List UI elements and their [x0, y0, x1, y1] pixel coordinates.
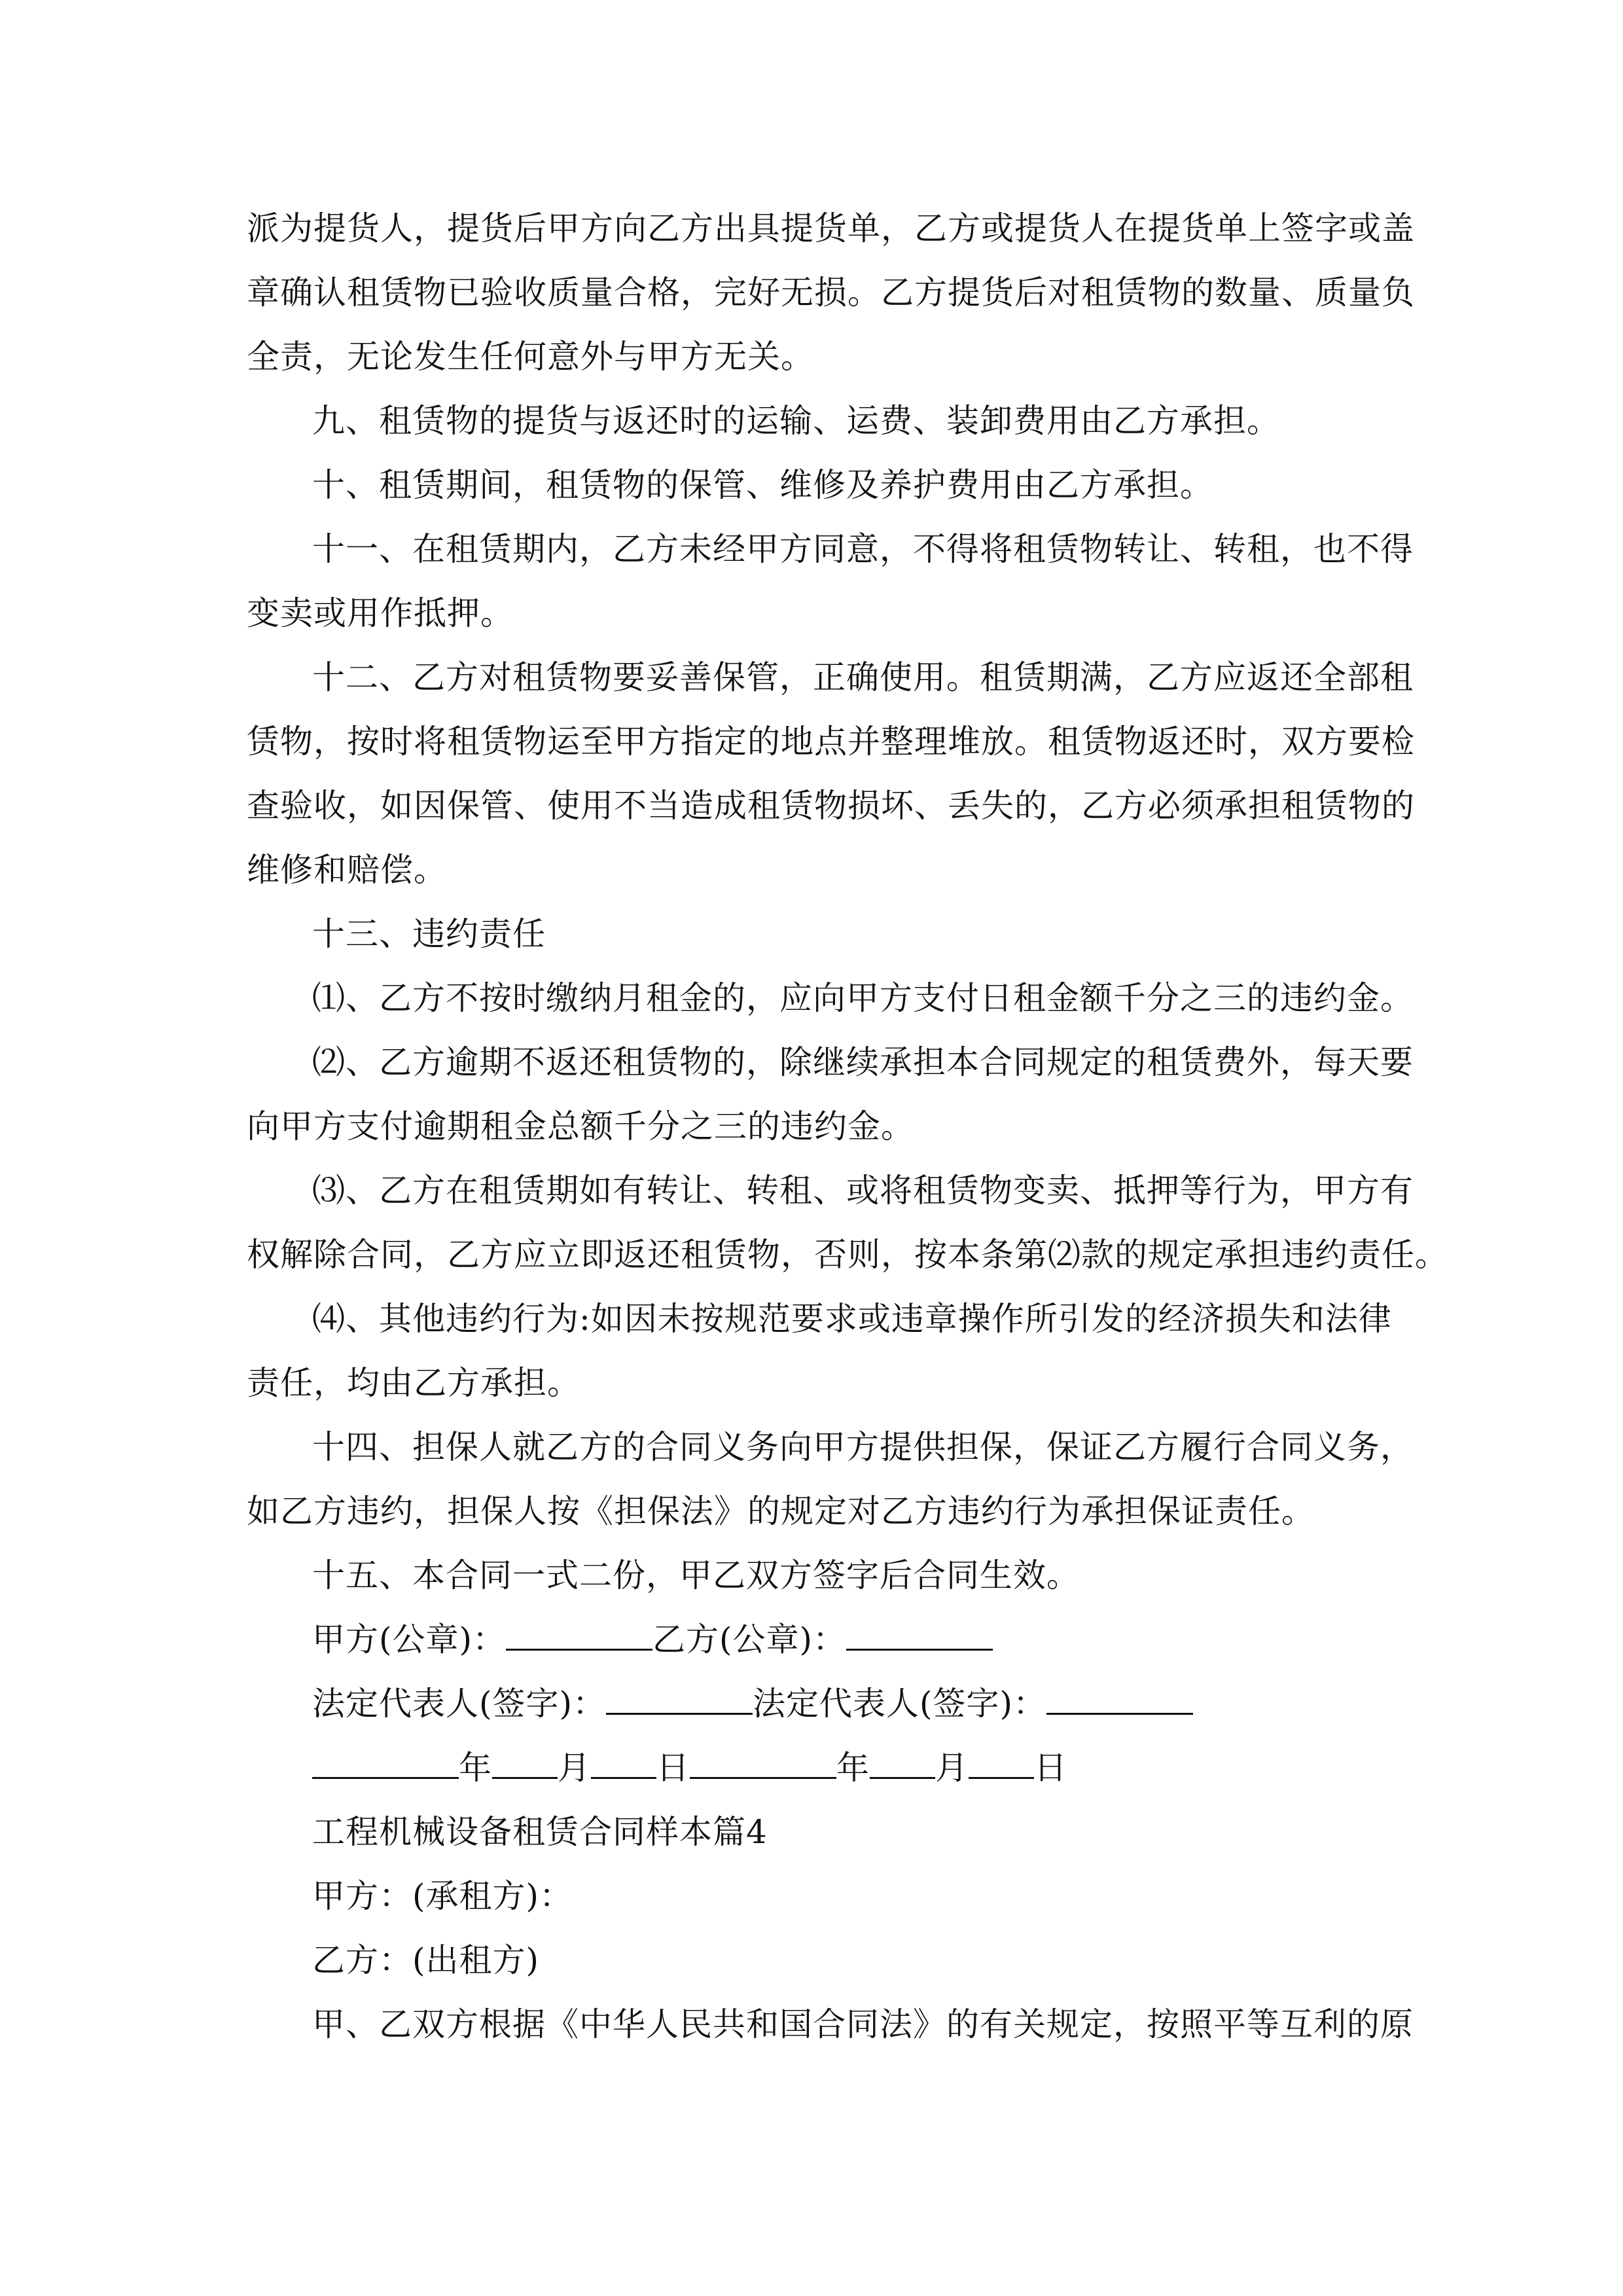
- text-line: 派为提货人，提货后甲方向乙方出具提货单，乙方或提货人在提货单上签字或盖: [247, 209, 1415, 247]
- clause-9: 九、租赁物的提货与返还时的运输、运费、装卸费用由乙方承担。: [312, 402, 1280, 440]
- rep-b-label: 法定代表人(签字)：: [753, 1685, 1047, 1723]
- day-b-blank: [969, 1736, 1034, 1779]
- clause-13-item-1: ⑴、乙方不按时缴纳月租金的，应向甲方支付日租金额千分之三的违约金。: [312, 979, 1414, 1017]
- date-line: [247, 1736, 1382, 1800]
- text-line: 向甲方支付逾期租金总额千分之三的违约金。: [247, 1107, 914, 1145]
- clause-14: 十四、担保人就乙方的合同义务向甲方提供担保，保证乙方履行合同义务，: [312, 1428, 1414, 1466]
- month-b-blank: [870, 1736, 935, 1779]
- clause-13-item-4: ⑷、其他违约行为:如因未按规范要求或违章操作所引发的经济损失和法律: [312, 1300, 1392, 1338]
- text-line: 赁物，按时将租赁物运至甲方指定的地点并整理堆放。租赁物返还时，双方要检: [247, 723, 1415, 761]
- day-label: 日: [656, 1749, 690, 1787]
- rep-b-blank: [1046, 1672, 1193, 1715]
- year-b-blank: [690, 1736, 836, 1779]
- rep-a-label: 法定代表人(签字)：: [312, 1685, 607, 1723]
- rep-a-blank: [606, 1672, 753, 1715]
- party-a-seal-label: 甲方(公章)：: [312, 1621, 507, 1659]
- text-line: 维修和赔偿。: [247, 851, 447, 889]
- representative-line: [247, 1672, 1382, 1736]
- month-label: 月: [558, 1749, 591, 1787]
- text-line: 责任，均由乙方承担。: [247, 1364, 580, 1402]
- section-title: 工程机械设备租赁合同样本篇4: [312, 1813, 768, 1851]
- clause-13-heading: 十三、违约责任: [312, 915, 546, 953]
- text-line: 章确认租赁物已验收质量合格，完好无损。乙方提货后对租赁物的数量、质量负: [247, 274, 1415, 312]
- clause-10: 十、租赁期间，租赁物的保管、维修及养护费用由乙方承担。: [312, 466, 1213, 504]
- clause-12: 十二、乙方对租赁物要妥善保管，正确使用。租赁期满，乙方应返还全部租: [312, 658, 1414, 696]
- year-label: 年: [836, 1749, 870, 1787]
- clause-15: 十五、本合同一式二份，甲乙双方签字后合同生效。: [312, 1556, 1080, 1594]
- document-page: [247, 196, 1448, 2056]
- party-b-line: 乙方：(出租方): [312, 1941, 540, 1979]
- intro-line: 甲、乙双方根据《中华人民共和国合同法》的有关规定，按照平等互利的原: [312, 2005, 1414, 2043]
- year-label: 年: [459, 1749, 492, 1787]
- text-line: 全责，无论发生任何意外与甲方无关。: [247, 338, 814, 376]
- month-label: 月: [935, 1749, 969, 1787]
- party-b-seal-label: 乙方(公章)：: [652, 1621, 847, 1659]
- text-line: 权解除合同，乙方应立即返还租赁物，否则，按本条第⑵款的规定承担违约责任。: [247, 1236, 1448, 1274]
- text-line: 如乙方违约，担保人按《担保法》的规定对乙方违约行为承担保证责任。: [247, 1492, 1315, 1530]
- clause-13-item-2: ⑵、乙方逾期不返还租赁物的，除继续承担本合同规定的租赁费外，每天要: [312, 1043, 1414, 1081]
- party-a-seal-blank: [506, 1608, 652, 1651]
- party-b-seal-blank: [846, 1608, 993, 1651]
- clause-11: 十一、在租赁期内，乙方未经甲方同意，不得将租赁物转让、转租，也不得: [312, 530, 1414, 568]
- clause-13-item-3: ⑶、乙方在租赁期如有转让、转租、或将租赁物变卖、抵押等行为，甲方有: [312, 1172, 1414, 1210]
- day-label: 日: [1034, 1749, 1067, 1787]
- seal-line: [247, 1607, 1382, 1672]
- year-a-blank: [312, 1736, 459, 1779]
- day-a-blank: [591, 1736, 656, 1779]
- month-a-blank: [492, 1736, 558, 1779]
- party-a-line: 甲方：(承租方)：: [312, 1877, 573, 1915]
- text-line: 查验收，如因保管、使用不当造成租赁物损坏、丢失的，乙方必须承担租赁物的: [247, 787, 1415, 825]
- text-line: 变卖或用作抵押。: [247, 594, 514, 632]
